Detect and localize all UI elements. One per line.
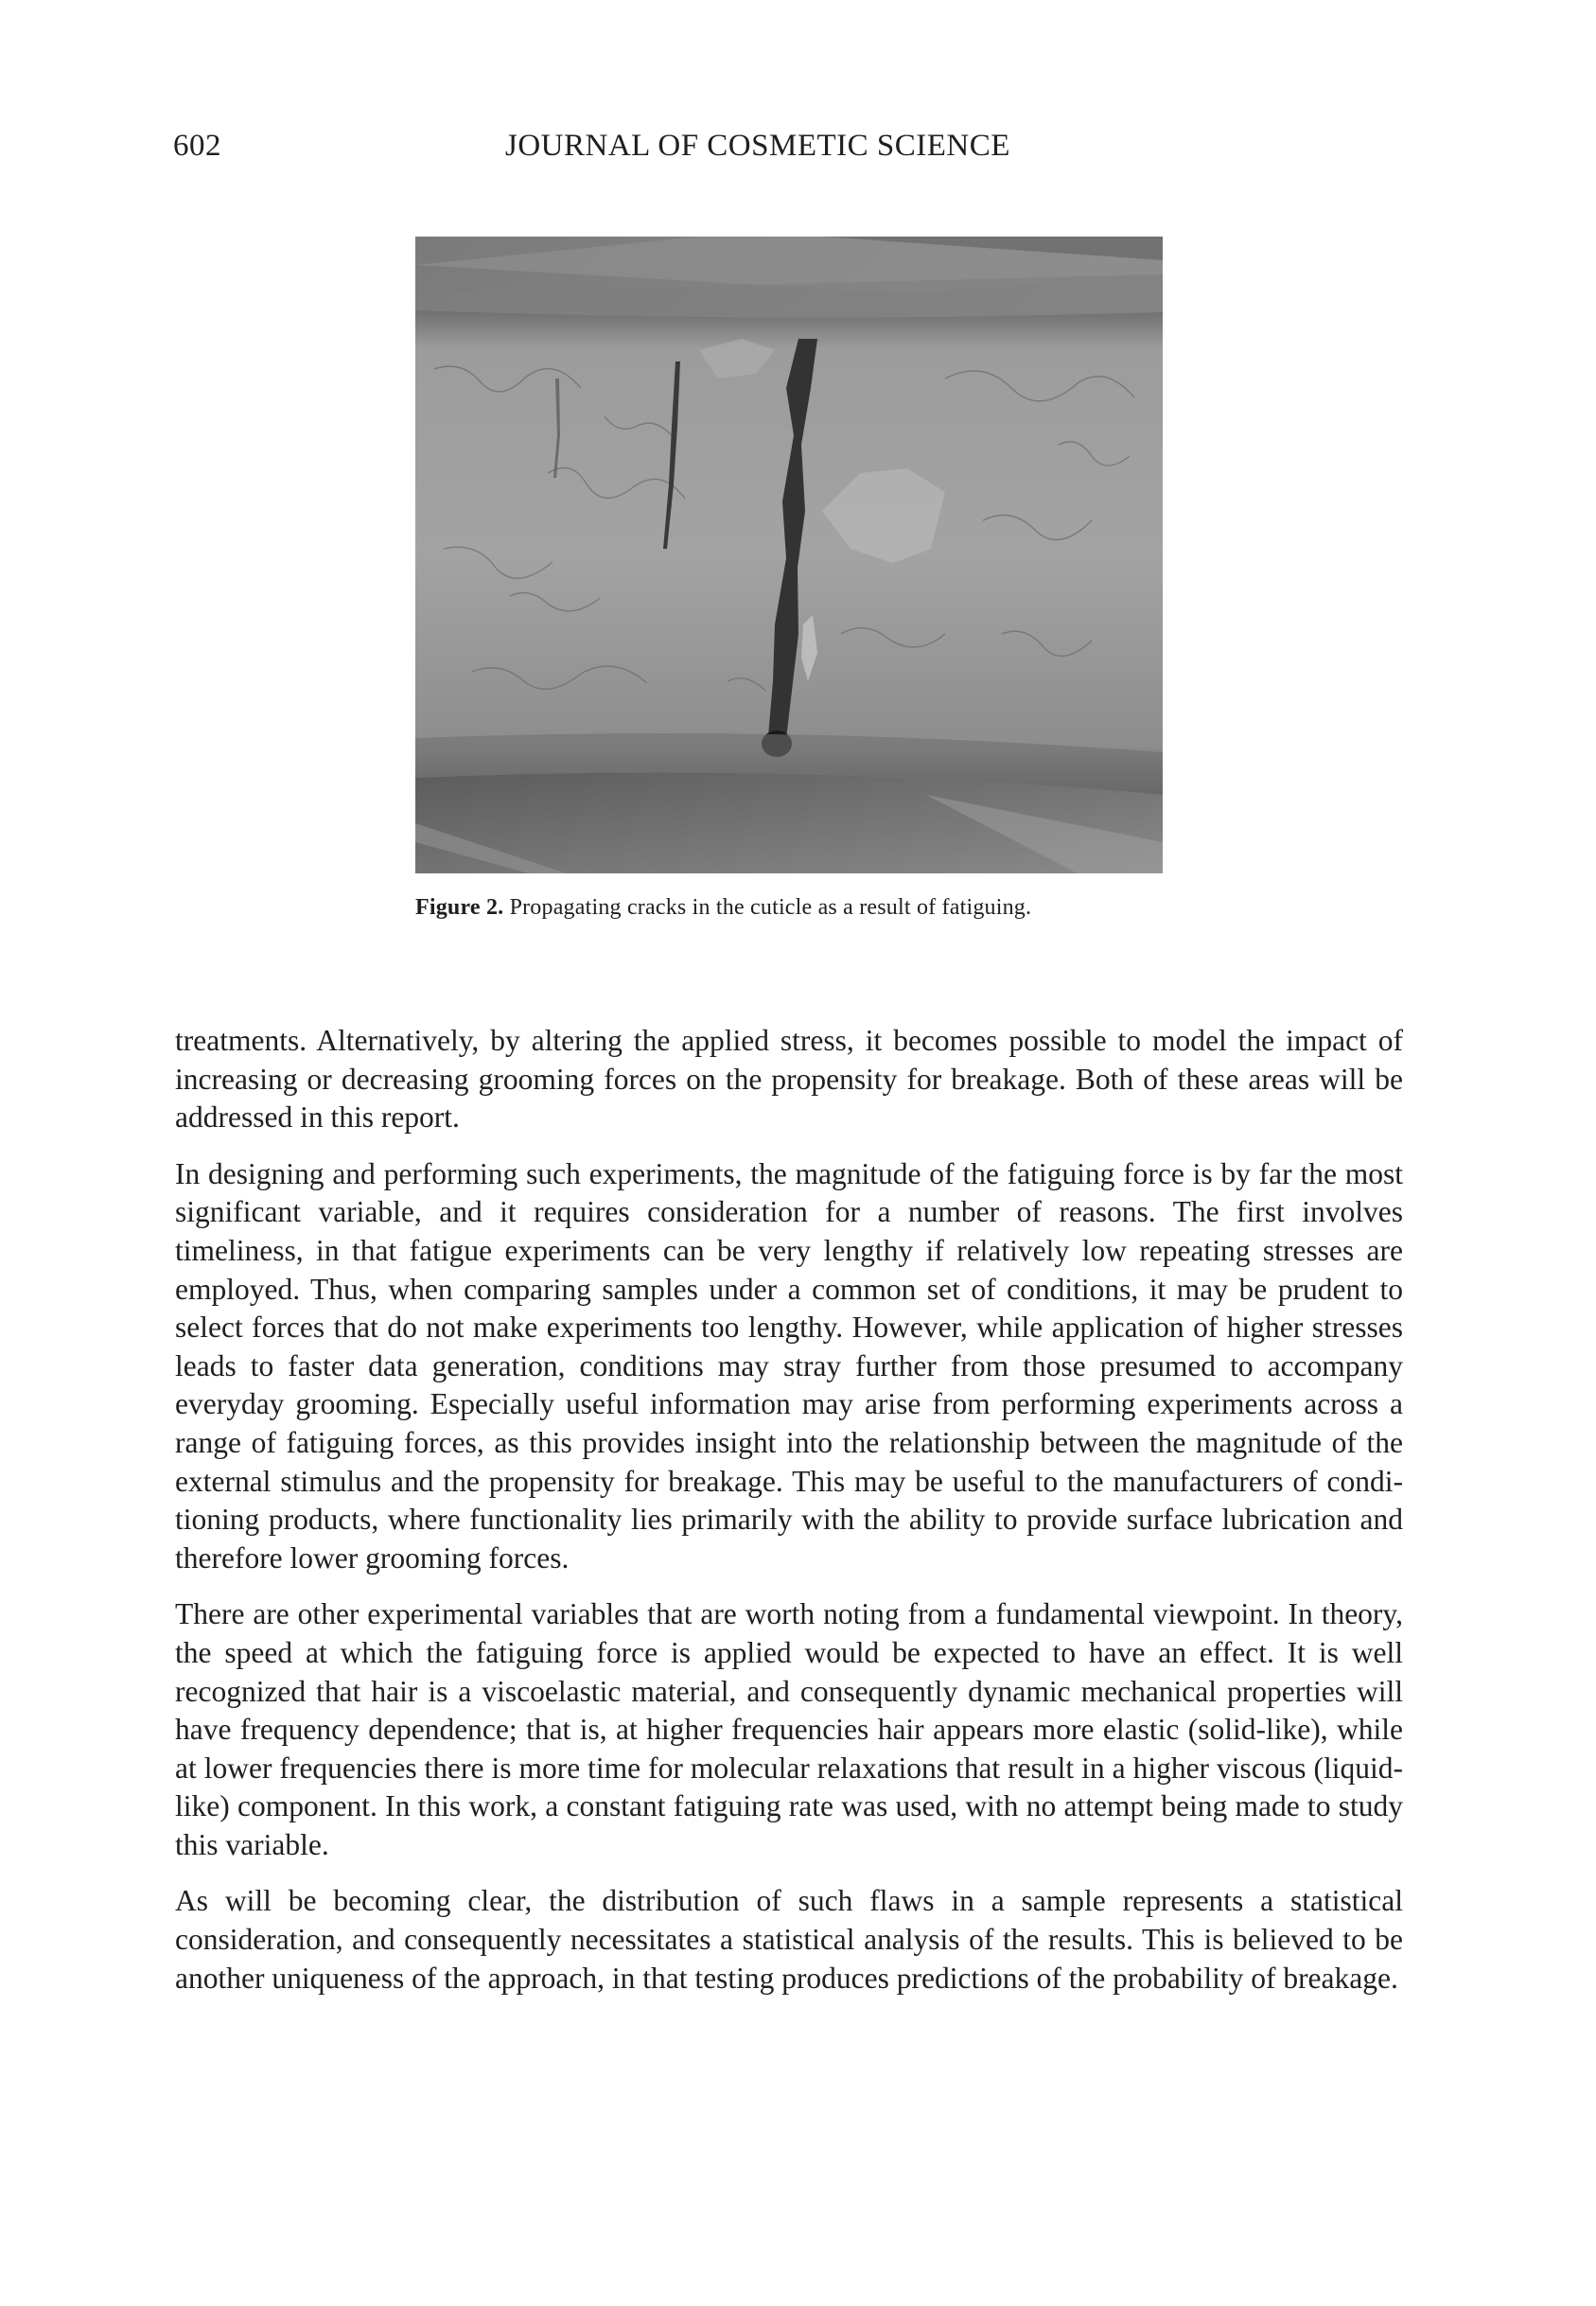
paragraph: As will be becoming clear, the distribution of such flaws in a sample represents a statistical consideration, and consequently necessitates a statistical analysis of the results. This is believed to be another uniqueness of the approach, in that testing produces predictions of the probability of breakage. (175, 1884, 1403, 1995)
body-text (175, 1022, 1403, 2016)
paragraph: There are other experimental variables that are worth noting from a fundamental viewpoint. In theory, the speed at which the fatiguing force is applied would be expected to have an effect. It is well recognized that hair is a viscoelastic material, and consequently dynamic mechanical properties will have frequency dependence; that is, at higher frequencies hair appears more elastic (solid-like), while at lower frequencies there is more time for molecular relaxations that result in a higher viscous (liquid-like) component. In this work, a constant fatiguing rate was used, with no attempt being made to study this variable. (175, 1597, 1403, 1861)
figure-caption-text: Propagating cracks in the cuticle as a result of fatiguing. (509, 895, 1032, 920)
page-number: 602 (173, 129, 221, 163)
paragraph: In designing and performing such experiments, the magnitude of the fatiguing force is by far the most significant variable, and it requires consideration for a number of reasons. The first involves timeliness, in that fatigue experiments can be very lengthy if relatively low repeating stresses are employed. Thus, when comparing samples under a common set of conditions, it may be prudent to select forces that do not make experiments too lengthy. However, while application of higher stresses leads to faster data generation, conditions may stray further from those presumed to accompany everyday grooming. Especially useful information may arise from performing experiments across a range of fatiguing forces, as this provides insight into the relationship between the magnitude of the external stimulus and the propensity for breakage. This may be useful to the manufacturers of conditioning products, where functionality lies primarily with the ability to provide surface lubrication and therefore lower grooming forces. (175, 1156, 1403, 1575)
figure-label: Figure 2. (415, 895, 504, 920)
figure-sem-micrograph (415, 237, 1163, 873)
figure-caption (415, 895, 1172, 921)
running-head: JOURNAL OF COSMETIC SCIENCE (505, 129, 1010, 163)
paragraph: treatments. Alternatively, by altering the applied stress, it becomes possible to model the impact of increasing or decreasing grooming forces on the propensity for breakage. Both of these areas will be addressed in this report. (175, 1024, 1403, 1135)
